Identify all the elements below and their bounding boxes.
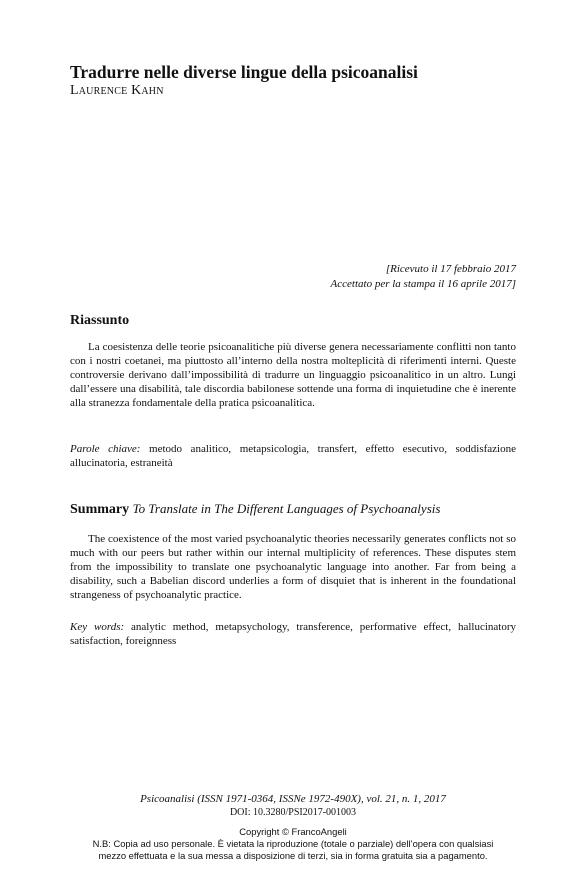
summary-heading-label: Summary [70, 502, 130, 517]
received-dates [331, 262, 516, 292]
parole-chiave-label: Parole chiave: [70, 443, 141, 455]
journal-citation: Psicoanalisi (ISSN 1971-0364, ISSNe 1972-490X), vol. 21, n. 1, 2017 [140, 793, 446, 805]
received-date: [Ricevuto il 17 febbraio 2017 [385, 263, 516, 275]
copyright-line: Copyright © FrancoAngeli [239, 826, 347, 837]
article-page [70, 62, 516, 818]
summary-heading [70, 500, 440, 518]
article-title: Tradurre nelle diverse lingue della psicoanalisi [70, 62, 418, 82]
journal-doi: DOI: 10.3280/PSI2017-001003 [229, 807, 357, 818]
parole-chiave-text: metodo analitico, metapsicologia, transfert, effetto esecutivo, soddisfazione allucinatoria, estraneità [70, 443, 516, 469]
parole-chiave [70, 442, 516, 470]
riassunto-text: La coesistenza delle teorie psicoanalitiche più diverse genera necessariamente conflitti non tanto con i nostri coetanei, ma piuttosto all’interno della nostra molteplicità di riferimenti interni. Queste controversie derivano dall’impossibilità di tradurre un linguaggio psicoanalitico in un altro. Lungi dall’essere una disabilità, tale discordia babilonese sottende una forma di inquietudine che è inerente alla stranezza fondamentale della pratica psicoanalitica. [70, 341, 516, 409]
key-words-text: analytic method, metapsychology, transference, performative effect, hallucinatory satisfaction, foreignness [70, 621, 516, 647]
article-author: Laurence Kahn [70, 83, 164, 98]
summary-text: The coexistence of the most varied psychoanalytic theories necessarily generates conflicts not so much with our peers but rather within our internal multiplicity of references. These disputes stem from the impossibility to translate one psychoanalytic language into another. Far from being a disability, such a Babelian discord underlies a form of disquiet that is inherent in the foundational strangeness of psychoanalytic practice. [70, 533, 516, 601]
summary-subtitle: To Translate in The Different Languages of Psychoanalysis [132, 501, 441, 516]
key-words [70, 620, 516, 648]
key-words-label: Key words: [70, 621, 125, 633]
copyright-note-line-2: mezzo effettuata e la sua messa a disposizione di terzi, sia in forma gratuita sia a pagamento. [98, 850, 488, 861]
riassunto-heading: Riassunto [70, 313, 130, 328]
accepted-date: Accettato per la stampa il 16 aprile 2017] [330, 278, 516, 290]
copyright-notice [0, 826, 586, 862]
journal-info [70, 792, 516, 819]
copyright-note-line-1: N.B: Copia ad uso personale. È vietata la riproduzione (totale o parziale) dell’opera con qualsiasi [92, 838, 494, 849]
